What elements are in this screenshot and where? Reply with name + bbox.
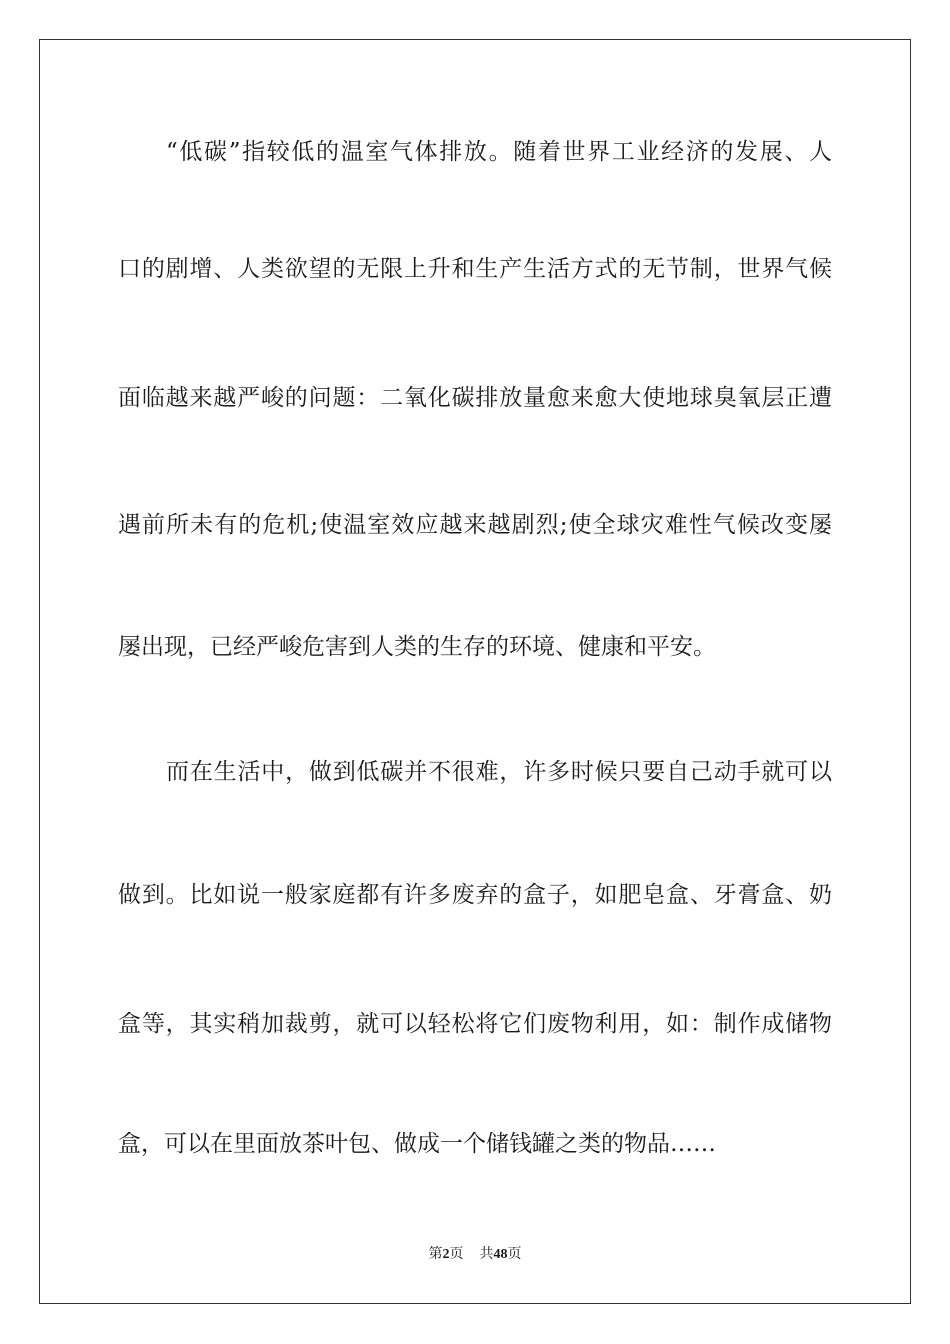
paragraph-1-line-2: 口的剧增、人类欲望的无限上升和生产生活方式的无节制，世界气候 (118, 256, 832, 282)
paragraph-1-line-5: 屡出现，已经严峻危害到人类的生存的环境、健康和平安。 (118, 634, 716, 660)
footer-page-suffix: 页 (449, 1247, 464, 1262)
footer-total-suffix: 页 (507, 1247, 522, 1262)
footer-total-pages: 48 (493, 1247, 508, 1262)
footer-page-prefix: 第 (428, 1247, 443, 1262)
paragraph-1-line-3: 面临越来越严峻的问题：二氧化碳排放量愈来愈大使地球臭氧层正遭 (118, 385, 832, 411)
footer-total-prefix: 共 (479, 1247, 494, 1262)
paragraph-2-line-3: 盒等，其实稍加裁剪，就可以轻松将它们废物利用，如：制作成储物 (118, 1011, 832, 1037)
page-border (39, 39, 911, 1304)
paragraph-2-line-2: 做到。比如说一般家庭都有许多废弃的盒子，如肥皂盒、牙膏盒、奶 (118, 882, 832, 908)
footer-page-number: 2 (442, 1247, 450, 1262)
paragraph-2-line-4: 盒，可以在里面放茶叶包、做成一个储钱罐之类的物品…… (118, 1131, 716, 1157)
paragraph-1-line-1: “低碳”指较低的温室气体排放。随着世界工业经济的发展、人 (166, 139, 832, 165)
paragraph-1-line-4: 遇前所未有的危机;使温室效应越来越剧烈;使全球灾难性气候改变屡 (118, 512, 832, 538)
page-footer (0, 1246, 950, 1264)
paragraph-2-line-1: 而在生活中，做到低碳并不很难，许多时候只要自己动手就可以 (166, 759, 832, 785)
